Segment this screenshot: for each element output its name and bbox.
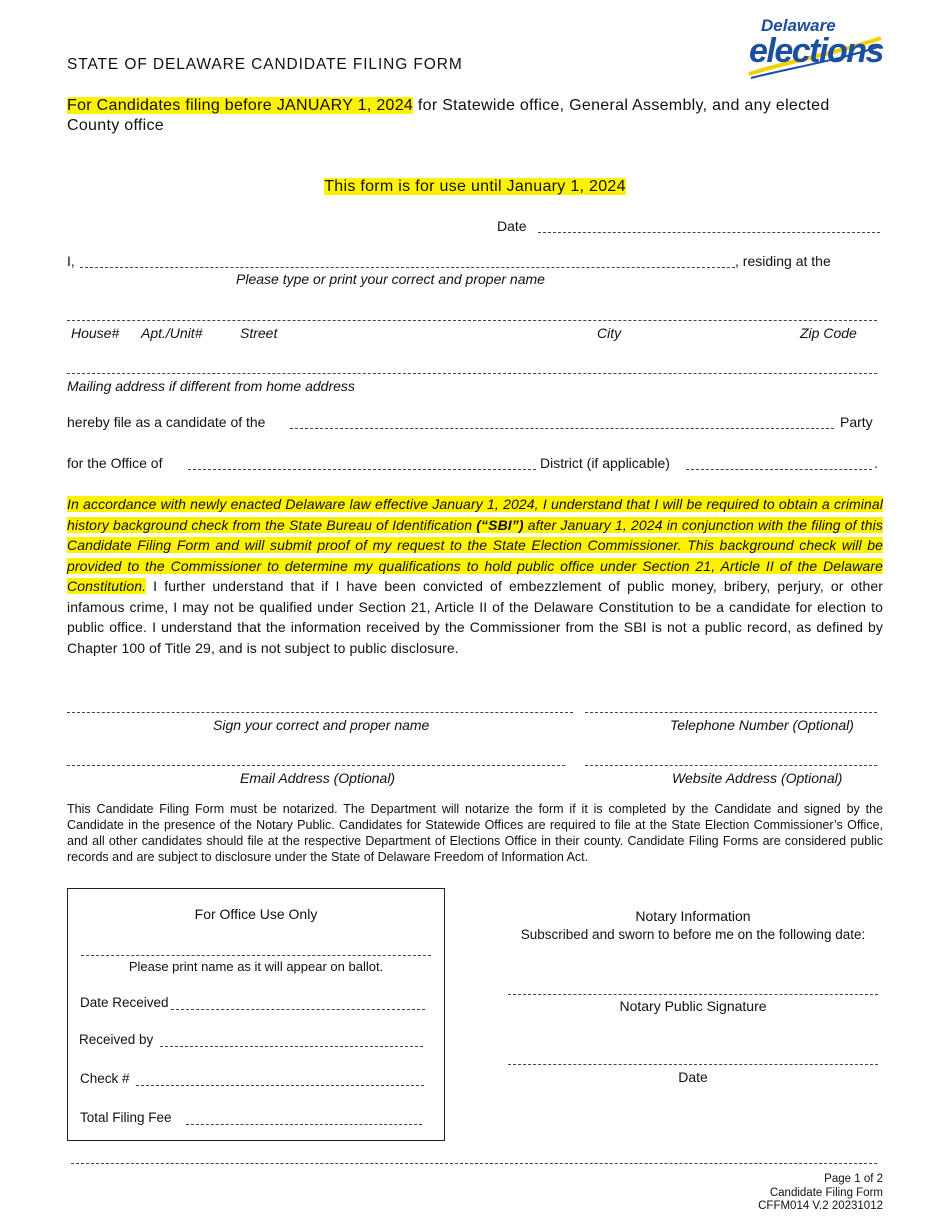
sign-label: Sign your correct and proper name [213,717,430,733]
office-label: for the Office of [67,455,163,471]
received-by-field[interactable] [160,1046,423,1047]
form-name: Candidate Filing Form [769,1186,883,1199]
name-field[interactable] [80,267,735,268]
office-use-box [67,888,445,1141]
check-label: Check # [80,1071,130,1086]
statement-rest: I further understand that if I have been convicted of embezzlement of public money, bribery, perjury, or other infamous crime, I may not be qualified under Section 21, Article II of the Delaware Constitution to be a candidate for election to public office. I understand that the information received by the Commissioner from the SBI is not a public record, as defined by Chapter 100 of Title 29, and is not subject to public disclosure. [67,578,883,656]
apt-label: Apt./Unit# [141,325,203,341]
delaware-elections-logo [745,16,885,80]
date-received-field[interactable] [171,1009,425,1010]
date-field[interactable] [538,232,880,233]
i-prefix: I, [67,253,75,269]
signature-field[interactable] [67,712,573,713]
office-use-title: For Office Use Only [194,906,318,922]
logo-elections-text: elections [749,32,883,70]
mailing-label: Mailing address if different from home address [67,378,355,394]
page-footer [758,1173,883,1214]
total-fee-label: Total Filing Fee [80,1110,172,1125]
file-candidate-label: hereby file as a candidate of the [67,414,266,430]
logo-delaware-text: Delaware [761,16,836,35]
mailing-address-field[interactable] [67,373,877,374]
home-address-field[interactable] [67,320,877,321]
page-number: Page 1 of 2 [824,1173,883,1185]
notary-date-field[interactable] [508,1064,878,1065]
use-until-notice: This form is for use until January 1, 2024 [324,178,626,195]
phone-field[interactable] [585,712,877,713]
date-label: Date [497,218,527,234]
intro-highlight: For Candidates filing before JANUARY 1, 2024 [67,97,414,114]
party-label: Party [840,414,873,430]
notary-title: Notary Information [635,908,751,924]
notary-date-label: Date [678,1069,708,1085]
notary-subscribed: Subscribed and sworn to before me on the following date: [520,927,866,942]
email-field[interactable] [67,765,565,766]
statement-sbi: (“SBI”) [476,516,524,533]
website-field[interactable] [585,765,877,766]
zip-label: Zip Code [800,325,857,341]
notary-signature-label: Notary Public Signature [619,998,767,1014]
residing-suffix: , residing at the [735,253,831,269]
ballot-hint: Please print name as it will appear on ballot. [128,959,384,974]
notary-signature-field[interactable] [508,994,878,995]
period: . [874,455,878,471]
form-code: CFFM014 V.2 20231012 [758,1200,883,1212]
district-field[interactable] [686,469,872,470]
statement-highlight-b: after January 1, 2024 in conjunction with the filing of this Candidate Filing Form and will submit proof of my request to the State Election Commissioner. This background check will be provided to the Commissioner to determine my qualifications to hold public office under Section 21, Article II of the Delaware Constitution. [67,516,883,594]
house-label: House# [71,325,120,341]
street-label: Street [240,325,278,341]
bottom-divider [71,1163,877,1164]
total-fee-field[interactable] [186,1124,422,1125]
intro-text [67,96,867,135]
email-label: Email Address (Optional) [240,770,396,786]
office-field[interactable] [188,469,536,470]
form-title: STATE OF DELAWARE CANDIDATE FILING FORM [67,56,463,73]
ballot-name-field[interactable] [81,955,431,956]
date-received-label: Date Received [80,995,169,1010]
phone-label: Telephone Number (Optional) [670,717,854,733]
intro-rest: for Statewide office, General Assembly, and any elected County office [67,97,830,134]
party-field[interactable] [290,428,834,429]
background-check-statement [67,494,883,658]
district-label: District (if applicable) [540,455,670,471]
name-hint: Please type or print your correct and proper name [236,271,545,287]
statement-highlight-a: In accordance with newly enacted Delaware law effective January 1, 2024, I understand that I will be required to obtain a criminal history background check from the State Bureau of Identification [67,496,883,533]
received-by-label: Received by [79,1032,154,1047]
website-label: Website Address (Optional) [672,770,843,786]
city-label: City [597,325,622,341]
notarization-notice: This Candidate Filing Form must be notarized. The Department will notarize the form if it is completed by the Candidate and signed by the Candidate in the presence of the Notary Public. Candidates for Statewide Offices are required to file at the State Election Commissioner’s Office, and all other candidates should file at the respective Department of Elections Office in their county. Candidate Filing Forms are considered public records and are subject to disclosure under the State of Delaware Freedom of Information Act. [67,802,883,864]
check-field[interactable] [136,1085,424,1086]
